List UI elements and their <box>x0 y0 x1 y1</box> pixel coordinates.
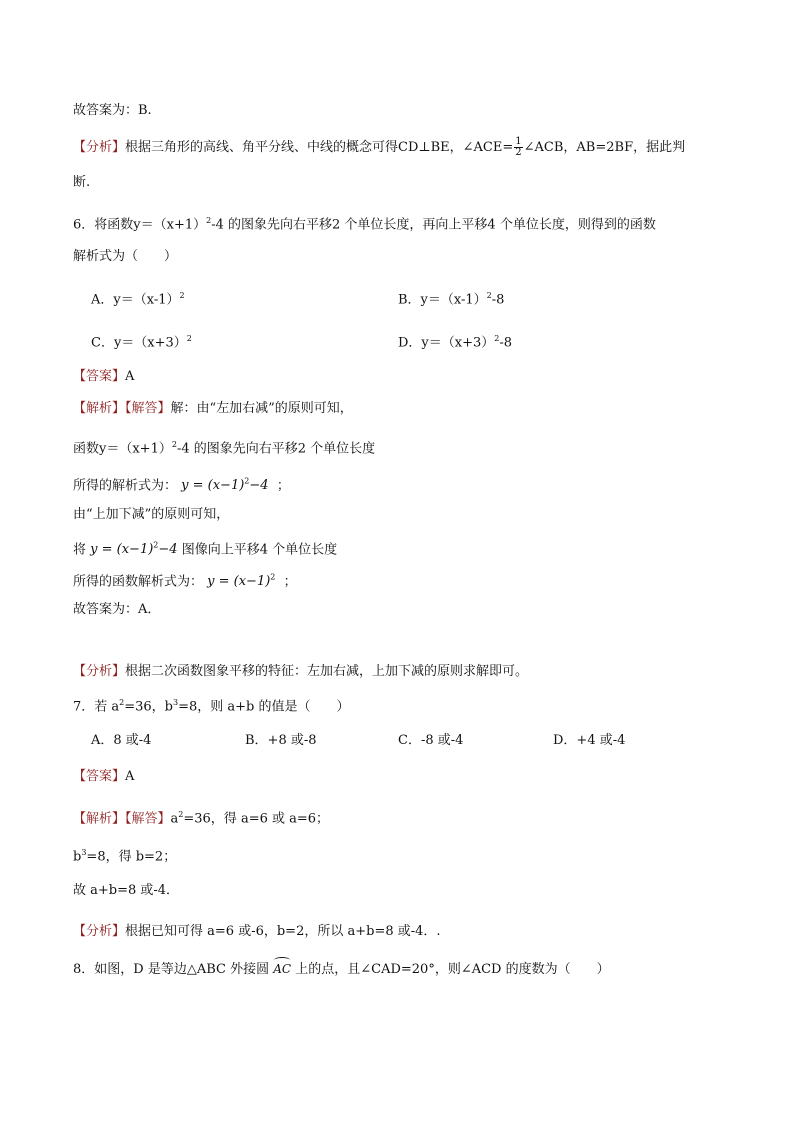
q7-answer-tag: 【答案】 <box>73 769 126 784</box>
q6-stem-b: -4 的图象先向右平移2 个单位长度，再向上平移4 个单位长度，则得到的函数 <box>211 217 656 233</box>
q6-stem-line2: 解析式为（ ） <box>73 249 178 264</box>
q6-solution-6b: ； <box>283 574 297 590</box>
q6-solution-5a: 将 <box>73 542 87 558</box>
q6-solution-6 <box>73 569 297 591</box>
q7-solution-2 <box>73 844 176 866</box>
q6-solution-5-math: y = (x−1) <box>90 542 154 558</box>
q6-option-d-sup: 2 <box>494 334 500 343</box>
fraction <box>514 137 522 158</box>
analysis-line <box>73 137 685 158</box>
q6-solution-3-formula <box>181 478 268 493</box>
q6-stem-a: 6．将函数y＝（x+1） <box>73 217 207 233</box>
q6-solution-3-mathb: −4 <box>249 478 269 494</box>
q6-solution-3a: 所得的解析式为： <box>73 478 178 494</box>
q6-option-c-text: C．y＝（x+3） <box>91 335 187 351</box>
q6-option-c <box>91 330 192 352</box>
q6-option-d-text: D．y＝（x+3） <box>398 335 495 351</box>
q6-option-a-sup: 2 <box>179 291 185 300</box>
fraction-numerator: 1 <box>515 136 522 147</box>
q7-solution-3: 故 a+b=8 或-4． <box>73 883 180 898</box>
q8-stem-b: 上的点，且∠CAD=20°，则∠ACD 的度数为（ ） <box>295 962 610 977</box>
q6-solution-3-sup: 2 <box>244 477 250 486</box>
q7-stem-sup2: 3 <box>173 698 179 707</box>
q6-solution-3b: ； <box>276 478 290 494</box>
answer-line: 故答案为：B. <box>73 103 152 118</box>
q6-solution-5b: 图像向上平移4 个单位长度 <box>181 542 338 558</box>
q6-option-c-sup: 2 <box>186 334 192 343</box>
q7-stem <box>73 694 350 716</box>
q6-solution-3 <box>73 473 290 495</box>
q6-solution-5-mathb: −4 <box>158 542 178 558</box>
q7-solution-1 <box>73 806 329 828</box>
analysis-text-post: ∠ACB，AB=2BF，据此判 <box>523 140 686 155</box>
q6-solution-2a: 函数y＝（x+1） <box>73 441 172 457</box>
q6-answer <box>73 368 134 386</box>
q6-solution-3-math: y = (x−1) <box>181 478 245 494</box>
q7-answer <box>73 768 134 786</box>
q8-stem <box>73 960 610 979</box>
q6-solution-7: 故答案为：A． <box>73 602 161 617</box>
q6-solution-1-text: 解：由“左加右减”的原则可知， <box>170 401 353 416</box>
q7-stem-c: =8，则 a+b 的值是（ ） <box>178 699 350 715</box>
q7-analysis-tag: 【分析】 <box>73 924 126 939</box>
q6-answer-tag: 【答案】 <box>73 369 126 384</box>
q6-solution-1 <box>73 400 353 418</box>
q6-solution-4: 由“上加下减”的原则可知， <box>73 507 230 522</box>
q6-option-a-text: A．y＝（x-1） <box>91 292 180 308</box>
q6-analysis-tag: 【分析】 <box>73 664 126 679</box>
q6-solution-6-formula <box>207 574 275 589</box>
analysis-continuation: 断. <box>73 175 91 190</box>
q7-solution-1-sup: 2 <box>178 810 184 819</box>
q6-answer-value: A <box>125 369 135 384</box>
q6-stem <box>73 212 656 234</box>
arc-ac: AC <box>273 962 292 976</box>
q7-stem-b: =36，b <box>124 699 174 715</box>
q7-solution-2b: =8，得 b=2； <box>86 849 177 865</box>
q6-option-b <box>398 287 504 309</box>
q7-analysis <box>73 923 441 941</box>
q7-option-a: A．8 或-4 <box>91 733 152 748</box>
q6-solution-6a: 所得的函数解析式为： <box>73 574 204 590</box>
q6-solution-6-math: y = (x−1) <box>207 574 271 590</box>
q6-option-b-sup: 2 <box>486 291 492 300</box>
q6-solution-2-sup: 2 <box>171 440 177 449</box>
q7-solution-2-sup: 3 <box>81 848 87 857</box>
q7-option-b: B．+8 或-8 <box>245 733 317 748</box>
q7-stem-a: 7．若 a <box>73 699 120 715</box>
q6-analysis-text: 根据二次函数图象平移的特征：左加右减，上加下减的原则求解即可。 <box>125 664 529 679</box>
q6-option-b-text: B．y＝（x-1） <box>398 292 487 308</box>
analysis-text-pre: 根据三角形的高线、角平分线、中线的概念可得CD⊥BE，∠ACE= <box>125 140 514 155</box>
q7-answer-value: A <box>125 769 135 784</box>
q7-solution-1b: =36，得 a=6 或 a=6； <box>183 811 330 827</box>
q8-stem-a: 8．如图，D 是等边△ABC 外接圆 <box>73 962 270 977</box>
q7-solution-tag: 【解析】【解答】 <box>73 811 171 827</box>
q7-solution-1a: a <box>170 811 179 827</box>
q6-option-d <box>398 330 512 352</box>
q6-stem-sup: 2 <box>206 216 212 225</box>
q6-option-a <box>91 287 185 309</box>
q6-solution-5-formula <box>90 542 177 557</box>
q7-option-d: D．+4 或-4 <box>553 733 626 748</box>
analysis-tag: 【分析】 <box>73 140 126 155</box>
q7-stem-sup1: 2 <box>119 698 125 707</box>
q6-solution-6-sup: 2 <box>270 573 276 582</box>
q6-option-d-post: -8 <box>499 335 513 351</box>
q6-solution-tag: 【解析】【解答】 <box>73 401 171 416</box>
q6-solution-5-sup: 2 <box>153 541 159 550</box>
q6-option-b-post: -8 <box>491 292 505 308</box>
q6-analysis <box>73 663 528 681</box>
q7-option-c: C．-8 或-4 <box>398 733 464 748</box>
q7-analysis-text: 根据已知可得 a=6 或-6，b=2，所以 a+b=8 或-4．. <box>125 924 441 939</box>
q6-solution-2 <box>73 436 375 458</box>
q6-solution-5 <box>73 537 337 559</box>
q7-solution-2a: b <box>73 849 82 865</box>
fraction-denominator: 2 <box>515 147 522 158</box>
q6-solution-2b: -4 的图象先向右平移2 个单位长度 <box>176 441 376 457</box>
